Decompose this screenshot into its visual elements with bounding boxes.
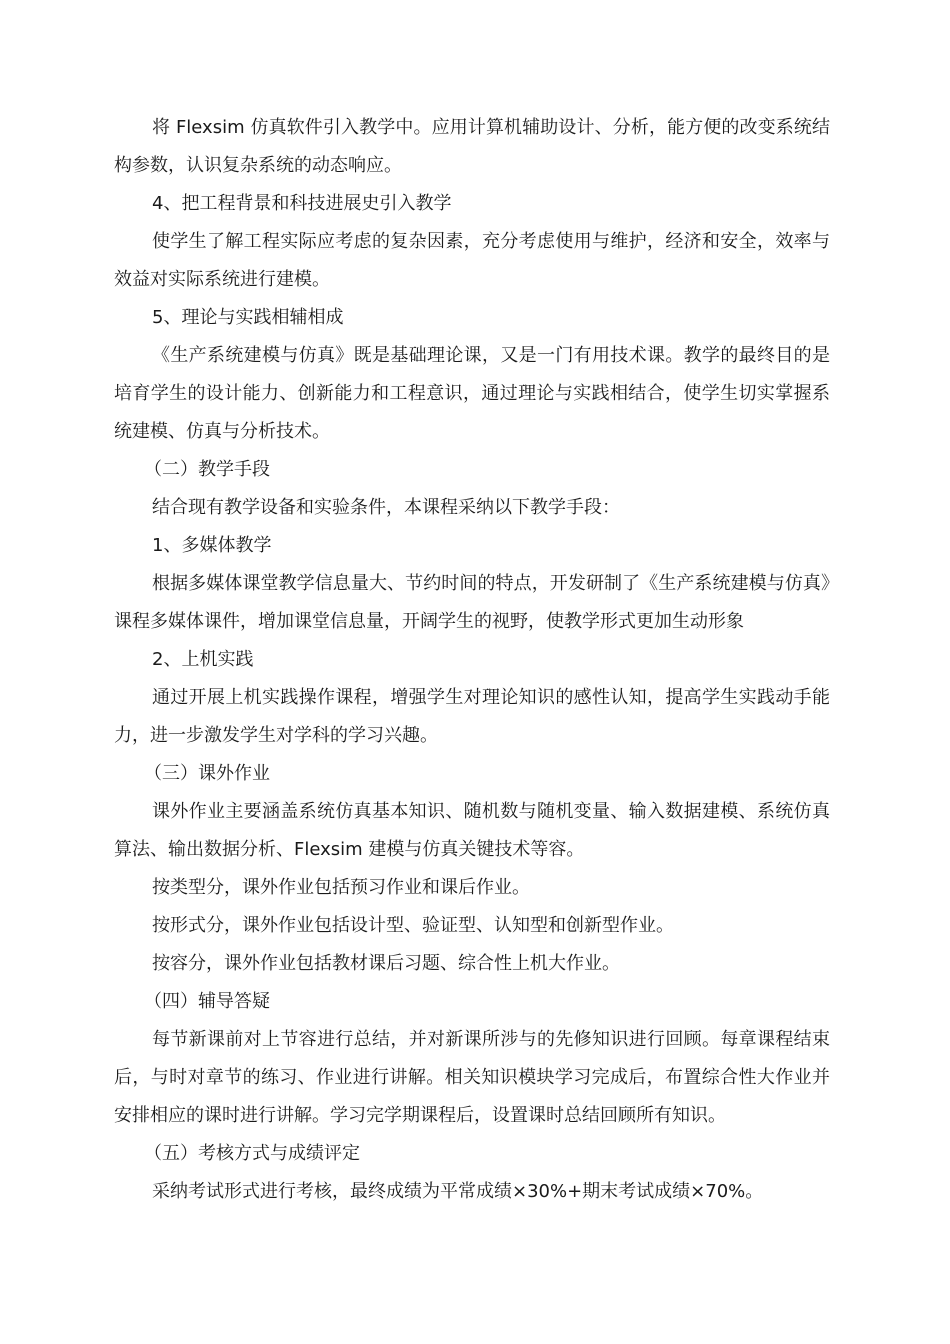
paragraph-computer-practice: 通过开展上机实践操作课程，增强学生对理论知识的感性认知，提高学生实践动手能力，进一步激发学生对学科的学习兴趣。: [114, 687, 830, 746]
paragraph-theory-practice: 《生产系统建模与仿真》既是基础理论课，又是一门有用技术课。教学的最终目的是培育学生的设计能力、创新能力和工程意识，通过理论与实践相结合，使学生切实掌握系统建模、仿真与分析技术。: [114, 345, 830, 442]
paragraph-multimedia: 根据多媒体课堂教学信息量大、节约时间的特点，开发研制了《生产系统建模与仿真》课程多媒体课件，增加课堂信息量，开阔学生的视野，使教学形式更加生动形象: [114, 573, 830, 632]
paragraph-homework-scope: 课外作业主要涵盖系统仿真基本知识、随机数与随机变量、输入数据建模、系统仿真算法、输出数据分析、Flexsim 建模与仿真关键技术等容。: [114, 801, 830, 860]
document-body: [114, 109, 830, 1211]
paragraph-tutoring: 每节新课前对上节容进行总结，并对新课所涉与的先修知识进行回顾。每章课程结束后，与时对章节的练习、作业进行讲解。相关知识模块学习完成后，布置综合性大作业并安排相应的课时进行讲解。学习完学期课程后，设置课时总结回顾所有知识。: [114, 1029, 830, 1126]
section-heading-homework: （三）课外作业: [144, 763, 270, 784]
section-heading-1-multimedia: 1、多媒体教学: [152, 535, 272, 556]
section-heading-teaching-methods: （二）教学手段: [144, 459, 270, 480]
section-heading-tutoring: （四）辅导答疑: [144, 991, 270, 1012]
paragraph-homework-by-form: 按形式分，课外作业包括设计型、验证型、认知型和创新型作业。: [152, 915, 674, 936]
section-heading-2-computer-practice: 2、上机实践: [152, 649, 254, 670]
paragraph-methods-intro: 结合现有教学设备和实验条件，本课程采纳以下教学手段：: [152, 497, 620, 518]
paragraph-homework-by-type: 按类型分，课外作业包括预习作业和课后作业。: [152, 877, 530, 898]
paragraph-engineering-factors: 使学生了解工程实际应考虑的复杂因素，充分考虑使用与维护，经济和安全，效率与效益对实际系统进行建模。: [114, 231, 830, 290]
section-heading-5: 5、理论与实践相辅相成: [152, 307, 344, 328]
paragraph-homework-by-content: 按容分，课外作业包括教材课后习题、综合性上机大作业。: [152, 953, 620, 974]
paragraph-flexsim-intro: 将 Flexsim 仿真软件引入教学中。应用计算机辅助设计、分析，能方便的改变系统结构参数，认识复杂系统的动态响应。: [114, 117, 830, 176]
section-heading-4: 4、把工程背景和科技进展史引入教学: [152, 193, 452, 214]
section-heading-assessment: （五）考核方式与成绩评定: [144, 1143, 360, 1164]
paragraph-assessment: 采纳考试形式进行考核，最终成绩为平常成绩×30%+期末考试成绩×70%。: [152, 1181, 764, 1202]
